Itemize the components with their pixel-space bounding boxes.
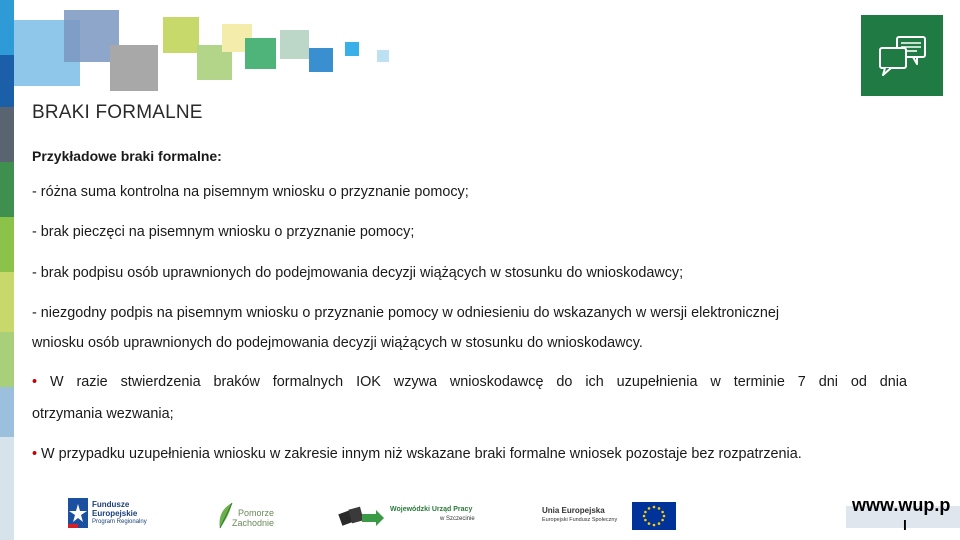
- list-item: - brak podpisu osób uprawnionych do podejmowania decyzji wiążących w stosunku do wnioskodawcy;: [32, 265, 684, 281]
- decor-square: [163, 17, 199, 53]
- pz-line1: Pomorze: [238, 508, 275, 518]
- wup-mark-icon: [336, 502, 386, 530]
- chat-badge: [861, 15, 943, 96]
- stripe-segment: [0, 0, 14, 55]
- list-item: - różna suma kontrolna na pisemnym wniosku o przyznanie pomocy;: [32, 184, 469, 200]
- ue-line2: Europejski Fundusz Społeczny: [542, 517, 618, 523]
- pz-line2: Zachodnie: [232, 518, 275, 528]
- stripe-segment: [0, 217, 14, 272]
- stripe-segment: [0, 107, 14, 162]
- stripe-segment: [0, 162, 14, 217]
- bullet-marker: •: [32, 446, 38, 462]
- logo-fundusze-europejskie: [64, 494, 164, 534]
- fe-line1: Fundusze: [92, 500, 130, 509]
- slide-title: BRAKI FORMALNE: [32, 102, 203, 123]
- wup-line2: w Szczecinie: [440, 516, 475, 522]
- subheading: Przykładowe braki formalne:: [32, 148, 222, 164]
- stripe-segment: [0, 437, 14, 540]
- list-item: - niezgodny podpis na pisemnym wniosku o przyznanie pomocy w odniesieniu do wskazanych w wersji elektronicznej: [32, 305, 780, 321]
- decor-square: [345, 42, 359, 56]
- decor-square: [377, 50, 389, 62]
- decor-square: [280, 30, 309, 59]
- fe-line2: Europejskie: [92, 509, 138, 518]
- stripe-segment: [0, 55, 14, 107]
- stripe-segment: [0, 387, 14, 437]
- fe-star-icon: [66, 494, 90, 534]
- ue-line1: Unia Europejska: [542, 506, 605, 515]
- logo-wup-szczecin: [336, 500, 486, 532]
- bullet-paragraph: [32, 446, 912, 462]
- fe-line3: Program Regionalny: [92, 519, 147, 525]
- url-text-wrap: l: [903, 517, 907, 533]
- bullet-marker: •: [32, 374, 38, 390]
- bullet-continuation: otrzymania wezwania;: [32, 406, 174, 422]
- eu-flag-icon: [632, 502, 676, 530]
- list-item: - brak pieczęci na pisemnym wniosku o przyznanie pomocy;: [32, 224, 415, 240]
- speech-bubbles-icon: [861, 15, 943, 96]
- logo-pomorze-zachodnie: [214, 500, 294, 532]
- list-item: wniosku osób uprawnionych do podejmowania decyzji wiążących w stosunku do wnioskodawcy.: [32, 335, 643, 351]
- stripe-segment: [0, 332, 14, 387]
- bullet-text: W przypadku uzupełnienia wniosku w zakresie innym niż wskazane braki formalne wniosek pozostaje bez rozpatrzenia.: [41, 446, 802, 462]
- website-url[interactable]: [846, 495, 960, 540]
- bullet-paragraph: [32, 374, 907, 390]
- url-text: www.wup.p: [852, 495, 951, 515]
- logo-unia-europejska: [540, 502, 676, 532]
- decor-square: [309, 48, 333, 72]
- decor-square: [245, 38, 276, 69]
- wup-line1: Wojewódzki Urząd Pracy: [390, 506, 473, 513]
- stripe-segment: [0, 272, 14, 332]
- decor-square: [110, 45, 158, 91]
- bullet-text: W razie stwierdzenia braków formalnych IOK wzywa wnioskodawcę do ich uzupełnienia w terminie 7 dni od dnia: [49, 374, 907, 390]
